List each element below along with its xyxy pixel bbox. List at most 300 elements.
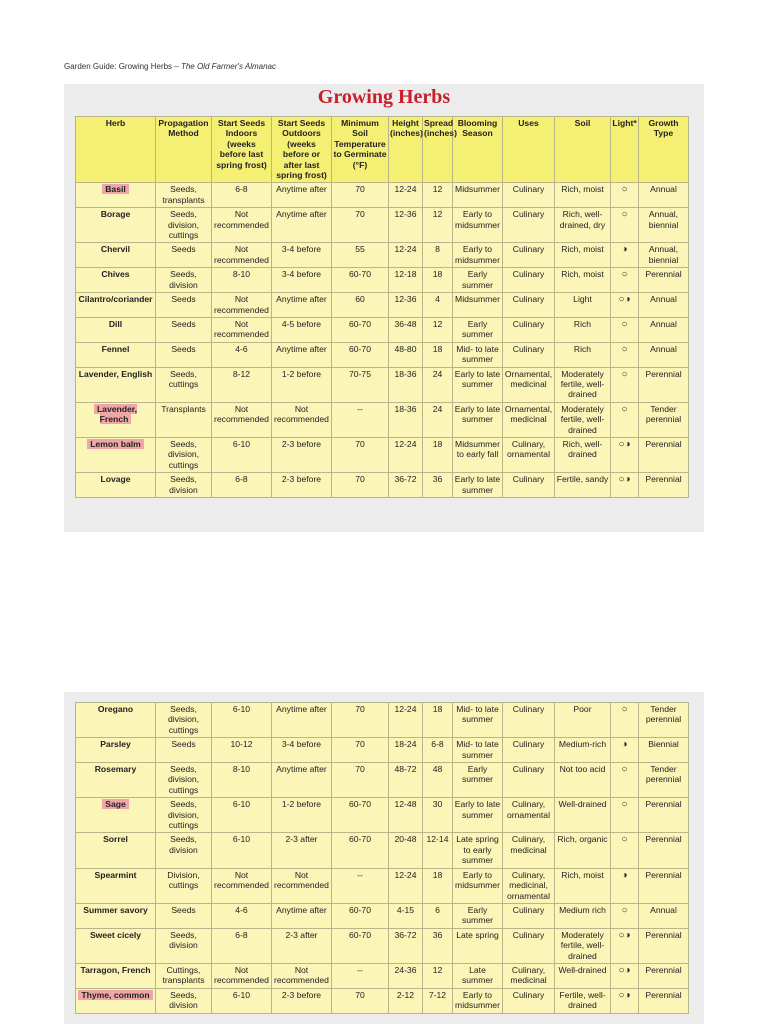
blooming-season: Midsummer — [453, 293, 503, 318]
growth-type: Perennial — [639, 437, 689, 472]
start-outdoors: Anytime after — [272, 903, 332, 928]
height: 12-36 — [389, 293, 423, 318]
propagation-method: Seeds, division, cuttings — [156, 437, 212, 472]
col-header: Herb — [76, 117, 156, 183]
start-outdoors: 2-3 after — [272, 928, 332, 963]
propagation-method: Seeds — [156, 903, 212, 928]
herb-label: Lavender, English — [78, 368, 153, 379]
sun-icon: ○ — [621, 368, 628, 380]
col-header: Height (inches) — [389, 117, 423, 183]
spread: 30 — [423, 798, 453, 833]
herb-name — [76, 833, 156, 868]
start-indoors: 6-10 — [212, 798, 272, 833]
soil: Moderately fertile, well-drained — [555, 367, 611, 402]
herb-name — [76, 963, 156, 988]
blooming-season: Mid- to late summer — [453, 342, 503, 367]
propagation-method: Seeds, division, cuttings — [156, 703, 212, 738]
height: 12-24 — [389, 183, 423, 208]
col-header: Blooming Season — [453, 117, 503, 183]
light-icon — [611, 437, 639, 472]
start-outdoors: 1-2 before — [272, 367, 332, 402]
light-icon — [611, 868, 639, 903]
spread: 18 — [423, 268, 453, 293]
start-outdoors: 3-4 before — [272, 738, 332, 763]
soil: Light — [555, 293, 611, 318]
sun-icon: ◑ — [621, 739, 628, 751]
start-indoors: 8-10 — [212, 268, 272, 293]
sun-icon: ○◑ — [618, 989, 631, 1001]
blooming-season: Early to late summer — [453, 798, 503, 833]
soil: Fertile, well-drained — [555, 988, 611, 1013]
start-indoors: 6-8 — [212, 928, 272, 963]
herb-label: Sweet cicely — [89, 929, 142, 940]
blooming-season: Early summer — [453, 903, 503, 928]
soil: Rich, moist — [555, 183, 611, 208]
col-header: Minimum Soil Temperature to Germinate (°F) — [332, 117, 389, 183]
herb-name — [76, 763, 156, 798]
min-soil-temp: 70 — [332, 763, 389, 798]
height: 12-24 — [389, 437, 423, 472]
uses: Culinary — [503, 342, 555, 367]
uses: Culinary, ornamental — [503, 437, 555, 472]
growth-type: Biennial — [639, 738, 689, 763]
sun-icon: ○◑ — [618, 964, 631, 976]
min-soil-temp: 70 — [332, 988, 389, 1013]
soil: Rich, organic — [555, 833, 611, 868]
growth-type: Tender perennial — [639, 763, 689, 798]
soil: Rich, moist — [555, 243, 611, 268]
start-indoors: 6-8 — [212, 473, 272, 498]
growth-type: Perennial — [639, 367, 689, 402]
start-indoors: 6-10 — [212, 703, 272, 738]
propagation-method: Seeds, division, cuttings — [156, 798, 212, 833]
start-indoors: Not recommended — [212, 963, 272, 988]
table-row — [76, 738, 689, 763]
min-soil-temp: 60-70 — [332, 268, 389, 293]
height: 18-36 — [389, 402, 423, 437]
start-indoors: Not recommended — [212, 293, 272, 318]
start-indoors: Not recommended — [212, 243, 272, 268]
uses: Culinary — [503, 268, 555, 293]
growth-type: Perennial — [639, 868, 689, 903]
table-row — [76, 402, 689, 437]
min-soil-temp: -- — [332, 963, 389, 988]
light-icon — [611, 903, 639, 928]
herb-name — [76, 367, 156, 402]
blooming-season: Late spring to early summer — [453, 833, 503, 868]
herb-name — [76, 798, 156, 833]
soil: Moderately fertile, well-drained — [555, 928, 611, 963]
light-icon — [611, 183, 639, 208]
herb-label: Chives — [101, 269, 130, 280]
growth-type: Annual — [639, 183, 689, 208]
start-outdoors: Not recommended — [272, 963, 332, 988]
light-icon — [611, 738, 639, 763]
blooming-season: Early summer — [453, 268, 503, 293]
herb-label: Chervil — [100, 244, 131, 255]
min-soil-temp: 70 — [332, 437, 389, 472]
herb-name — [76, 473, 156, 498]
growth-type: Perennial — [639, 473, 689, 498]
soil: Medium rich — [555, 903, 611, 928]
light-icon — [611, 208, 639, 243]
uses: Ornamental, medicinal — [503, 367, 555, 402]
table-row — [76, 903, 689, 928]
table-row — [76, 183, 689, 208]
propagation-method: Seeds, division — [156, 268, 212, 293]
soil: Well-drained — [555, 963, 611, 988]
sun-icon: ○ — [621, 704, 628, 715]
herb-label: Borage — [100, 209, 131, 220]
uses: Culinary — [503, 763, 555, 798]
uses: Culinary — [503, 928, 555, 963]
herb-label: Parsley — [100, 739, 131, 750]
spread: 18 — [423, 437, 453, 472]
height: 12-48 — [389, 798, 423, 833]
start-outdoors: 3-4 before — [272, 243, 332, 268]
herb-label: Rosemary — [94, 764, 137, 775]
table-row — [76, 317, 689, 342]
light-icon — [611, 963, 639, 988]
height: 48-80 — [389, 342, 423, 367]
spread: 36 — [423, 473, 453, 498]
herb-name — [76, 903, 156, 928]
propagation-method: Seeds — [156, 293, 212, 318]
height: 36-72 — [389, 473, 423, 498]
spread: 7-12 — [423, 988, 453, 1013]
page-header — [64, 62, 276, 71]
height: 36-48 — [389, 317, 423, 342]
herb-label: Thyme, common — [78, 990, 152, 1000]
header-row — [76, 117, 689, 183]
blooming-season: Late summer — [453, 963, 503, 988]
col-header: Uses — [503, 117, 555, 183]
soil: Well-drained — [555, 798, 611, 833]
herb-name — [76, 928, 156, 963]
start-outdoors: 2-3 before — [272, 437, 332, 472]
height: 24-36 — [389, 963, 423, 988]
start-outdoors: Anytime after — [272, 703, 332, 738]
min-soil-temp: 70 — [332, 183, 389, 208]
sun-icon: ○ — [621, 403, 628, 415]
min-soil-temp: 70 — [332, 703, 389, 738]
growth-type: Tender perennial — [639, 402, 689, 437]
growth-type: Perennial — [639, 963, 689, 988]
start-indoors: 8-12 — [212, 367, 272, 402]
page-title: Growing Herbs — [317, 86, 451, 108]
herb-name — [76, 243, 156, 268]
light-icon — [611, 342, 639, 367]
light-icon — [611, 703, 639, 738]
min-soil-temp: 60-70 — [332, 798, 389, 833]
light-icon — [611, 988, 639, 1013]
table-row — [76, 703, 689, 738]
blooming-season: Early summer — [453, 317, 503, 342]
table-row — [76, 763, 689, 798]
light-icon — [611, 402, 639, 437]
table-row — [76, 293, 689, 318]
sun-icon: ◑ — [621, 869, 628, 881]
light-icon — [611, 268, 639, 293]
spread: 12 — [423, 208, 453, 243]
propagation-method: Seeds, division, cuttings — [156, 208, 212, 243]
table-row — [76, 988, 689, 1013]
start-outdoors: 1-2 before — [272, 798, 332, 833]
start-indoors: Not recommended — [212, 402, 272, 437]
light-icon — [611, 317, 639, 342]
sun-icon: ○◑ — [618, 438, 631, 450]
start-outdoors: Anytime after — [272, 293, 332, 318]
start-outdoors: Anytime after — [272, 208, 332, 243]
height: 12-36 — [389, 208, 423, 243]
start-outdoors: Anytime after — [272, 763, 332, 798]
propagation-method: Seeds, division — [156, 473, 212, 498]
light-icon — [611, 928, 639, 963]
col-header: Start Seeds Indoors (weeks before last spring frost) — [212, 117, 272, 183]
propagation-method: Division, cuttings — [156, 868, 212, 903]
height: 18-24 — [389, 738, 423, 763]
herb-name — [76, 703, 156, 738]
start-outdoors: 2-3 before — [272, 473, 332, 498]
propagation-method: Seeds — [156, 738, 212, 763]
start-indoors: 6-10 — [212, 437, 272, 472]
herb-label: Fennel — [101, 343, 130, 354]
propagation-method: Seeds, division — [156, 988, 212, 1013]
table-row — [76, 243, 689, 268]
table-row — [76, 833, 689, 868]
start-outdoors: 2-3 after — [272, 833, 332, 868]
spread: 4 — [423, 293, 453, 318]
herb-name — [76, 738, 156, 763]
col-header: Start Seeds Outdoors (weeks before or after last spring frost) — [272, 117, 332, 183]
herb-label: Lemon balm — [87, 439, 144, 449]
sun-icon: ○◑ — [618, 474, 631, 486]
herb-name — [76, 183, 156, 208]
min-soil-temp: 60-70 — [332, 928, 389, 963]
blooming-season: Early to late summer — [453, 402, 503, 437]
spread: 24 — [423, 367, 453, 402]
growth-type: Perennial — [639, 928, 689, 963]
table-row — [76, 342, 689, 367]
herb-label: Cilantro/coriander — [78, 294, 153, 305]
start-indoors: Not recommended — [212, 208, 272, 243]
herb-name — [76, 208, 156, 243]
height: 12-24 — [389, 868, 423, 903]
spread: 12-14 — [423, 833, 453, 868]
start-outdoors: Anytime after — [272, 342, 332, 367]
sun-icon: ○ — [621, 209, 628, 221]
table-row — [76, 868, 689, 903]
light-icon — [611, 763, 639, 798]
height: 36-72 — [389, 928, 423, 963]
soil: Moderately fertile, well-drained — [555, 402, 611, 437]
growth-type: Perennial — [639, 833, 689, 868]
uses: Culinary — [503, 738, 555, 763]
spread: 8 — [423, 243, 453, 268]
min-soil-temp: 60-70 — [332, 342, 389, 367]
min-soil-temp: -- — [332, 402, 389, 437]
sun-icon: ○◑ — [618, 929, 631, 941]
soil: Rich — [555, 317, 611, 342]
herb-name — [76, 988, 156, 1013]
col-header: Growth Type — [639, 117, 689, 183]
uses: Culinary — [503, 183, 555, 208]
min-soil-temp: 70 — [332, 738, 389, 763]
col-header: Soil — [555, 117, 611, 183]
uses: Ornamental, medicinal — [503, 402, 555, 437]
uses: Culinary, ornamental — [503, 798, 555, 833]
table-row — [76, 268, 689, 293]
propagation-method: Seeds, division, cuttings — [156, 763, 212, 798]
start-indoors: Not recommended — [212, 868, 272, 903]
soil: Rich — [555, 342, 611, 367]
header-text: Garden Guide: Growing Herbs – — [64, 62, 181, 71]
start-outdoors: 2-3 before — [272, 988, 332, 1013]
header-source: The Old Farmer's Almanac — [180, 62, 276, 71]
start-outdoors: Not recommended — [272, 402, 332, 437]
height: 20-48 — [389, 833, 423, 868]
min-soil-temp: 60-70 — [332, 317, 389, 342]
table-row — [76, 473, 689, 498]
blooming-season: Mid- to late summer — [453, 738, 503, 763]
soil: Not too acid — [555, 763, 611, 798]
spread: 6-8 — [423, 738, 453, 763]
soil: Medium-rich — [555, 738, 611, 763]
min-soil-temp: 70-75 — [332, 367, 389, 402]
min-soil-temp: 55 — [332, 243, 389, 268]
sun-icon: ○ — [621, 343, 628, 355]
min-soil-temp: 70 — [332, 208, 389, 243]
blooming-season: Early to midsummer — [453, 988, 503, 1013]
uses: Culinary, medicinal — [503, 833, 555, 868]
spread: 36 — [423, 928, 453, 963]
growth-type: Perennial — [639, 988, 689, 1013]
col-header: Light* — [611, 117, 639, 183]
herb-name — [76, 268, 156, 293]
min-soil-temp: 60-70 — [332, 903, 389, 928]
spread: 6 — [423, 903, 453, 928]
height: 12-18 — [389, 268, 423, 293]
light-icon — [611, 798, 639, 833]
growth-type: Annual — [639, 903, 689, 928]
propagation-method: Seeds, division — [156, 833, 212, 868]
blooming-season: Early to midsummer — [453, 208, 503, 243]
sun-icon: ◑ — [621, 244, 628, 256]
blooming-season: Early to late summer — [453, 367, 503, 402]
table-row — [76, 367, 689, 402]
sun-icon: ○ — [621, 764, 628, 776]
growth-type: Annual, biennial — [639, 208, 689, 243]
herb-label: Sage — [102, 799, 129, 809]
spread: 12 — [423, 183, 453, 208]
herb-label: Dill — [108, 318, 123, 329]
herb-name — [76, 868, 156, 903]
light-icon — [611, 473, 639, 498]
uses: Culinary — [503, 293, 555, 318]
blooming-season: Early to midsummer — [453, 868, 503, 903]
sun-icon: ○ — [621, 269, 628, 281]
growth-type: Perennial — [639, 798, 689, 833]
spread: 48 — [423, 763, 453, 798]
height: 48-72 — [389, 763, 423, 798]
height: 18-36 — [389, 367, 423, 402]
propagation-method: Seeds — [156, 342, 212, 367]
propagation-method: Seeds, division — [156, 928, 212, 963]
herb-name — [76, 342, 156, 367]
herb-label: Oregano — [97, 704, 134, 714]
uses: Culinary — [503, 473, 555, 498]
start-indoors: 4-6 — [212, 903, 272, 928]
herb-label: Summer savory — [83, 904, 148, 915]
uses: Culinary — [503, 243, 555, 268]
spread: 12 — [423, 317, 453, 342]
soil: Rich, well-drained, dry — [555, 208, 611, 243]
herb-label: Lavender, French — [94, 404, 137, 424]
herb-label: Tarragon, French — [80, 964, 151, 975]
spread: 18 — [423, 868, 453, 903]
start-indoors: 6-8 — [212, 183, 272, 208]
start-indoors: 6-10 — [212, 833, 272, 868]
herb-label: Basil — [102, 184, 129, 194]
uses: Culinary — [503, 317, 555, 342]
propagation-method: Seeds, transplants — [156, 183, 212, 208]
start-indoors: 10-12 — [212, 738, 272, 763]
height: 2-12 — [389, 988, 423, 1013]
height: 12-24 — [389, 243, 423, 268]
herb-name — [76, 437, 156, 472]
sun-icon: ○ — [621, 184, 628, 196]
growth-type: Annual — [639, 317, 689, 342]
blooming-season: Early to midsummer — [453, 243, 503, 268]
herbs-table-bottom — [75, 702, 689, 1014]
sun-icon: ○ — [621, 799, 628, 811]
spread: 18 — [423, 703, 453, 738]
herb-label: Sorrel — [103, 834, 128, 845]
sun-icon: ○◑ — [618, 294, 631, 306]
spread: 18 — [423, 342, 453, 367]
start-indoors: 8-10 — [212, 763, 272, 798]
height: 12-24 — [389, 703, 423, 738]
propagation-method: Seeds, cuttings — [156, 367, 212, 402]
blooming-season: Early to late summer — [453, 473, 503, 498]
soil: Rich, moist — [555, 268, 611, 293]
blooming-season: Early summer — [453, 763, 503, 798]
spread: 12 — [423, 963, 453, 988]
uses: Culinary, medicinal, ornamental — [503, 868, 555, 903]
soil: Fertile, sandy — [555, 473, 611, 498]
herb-label: Spearmint — [94, 869, 137, 880]
start-indoors: 6-10 — [212, 988, 272, 1013]
propagation-method: Cuttings, transplants — [156, 963, 212, 988]
spread: 24 — [423, 402, 453, 437]
blooming-season: Mid- to late summer — [453, 703, 503, 738]
uses: Culinary — [503, 208, 555, 243]
herb-name — [76, 317, 156, 342]
growth-type: Annual — [639, 293, 689, 318]
table-row — [76, 963, 689, 988]
light-icon — [611, 243, 639, 268]
min-soil-temp: 70 — [332, 473, 389, 498]
light-icon — [611, 293, 639, 318]
col-header: Propagation Method — [156, 117, 212, 183]
uses: Culinary — [503, 903, 555, 928]
start-outdoors: 4-5 before — [272, 317, 332, 342]
soil: Poor — [555, 703, 611, 738]
blooming-season: Late spring — [453, 928, 503, 963]
herb-name — [76, 402, 156, 437]
uses: Culinary — [503, 703, 555, 738]
blooming-season: Midsummer to early fall — [453, 437, 503, 472]
